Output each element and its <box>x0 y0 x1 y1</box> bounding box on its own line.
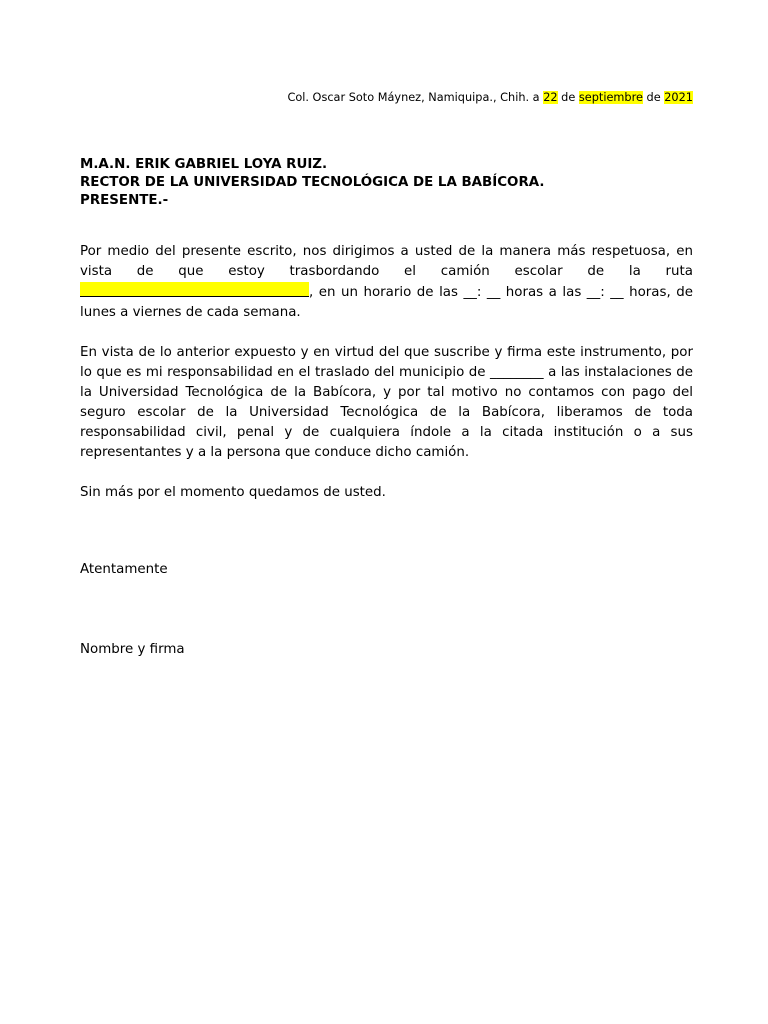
paragraph-1-end: , en un horario de las __: __ horas a las __: __ horas, de lunes a viernes de cada semana. <box>80 285 693 320</box>
route-blank-field <box>80 282 309 297</box>
addressee-salutation: PRESENTE.- <box>80 193 169 208</box>
paragraph-2: En vista de lo anterior expuesto y en virtud del que suscribe y firma este instrumento, por lo que es mi responsabilidad en el traslado del municipio de ________ a las instalaciones de la Universidad Tecnológica de la Babícora, y por tal motivo no contamos con pago del seguro escolar de la Universidad Tecnológica de la Babícora, liberamos de toda responsabilidad civil, penal y de cualquiera índole a la citada institución o a sus representantes y a la persona que conduce dicho camión. <box>80 345 693 460</box>
paragraph-1 <box>80 242 693 323</box>
signature-line: Nombre y firma <box>80 642 185 657</box>
addressee-title: RECTOR DE LA UNIVERSIDAD TECNOLÓGICA DE LA BABÍCORA. <box>80 175 545 190</box>
dateline-year: 2021 <box>664 91 693 104</box>
paragraph-1-start: Por medio del presente escrito, nos dirigimos a usted de la manera más respetuosa, en vista de que estoy trasbordando el camión escolar de la ruta <box>80 244 693 279</box>
paragraph-3: Sin más por el momento quedamos de usted. <box>80 485 386 500</box>
dateline-day: 22 <box>543 91 558 104</box>
dateline-sep-2: de <box>642 91 665 104</box>
dateline-place: Col. Oscar Soto Máynez, Namiquipa., Chih. a <box>287 91 544 104</box>
dateline <box>287 89 693 107</box>
letter-body <box>80 242 693 523</box>
closing-text: Atentamente <box>80 562 168 577</box>
dateline-month: septiembre <box>578 91 643 104</box>
dateline-sep-1: de <box>557 91 579 104</box>
addressee-block <box>80 156 695 210</box>
addressee-name: M.A.N. ERIK GABRIEL LOYA RUIZ. <box>80 157 328 172</box>
